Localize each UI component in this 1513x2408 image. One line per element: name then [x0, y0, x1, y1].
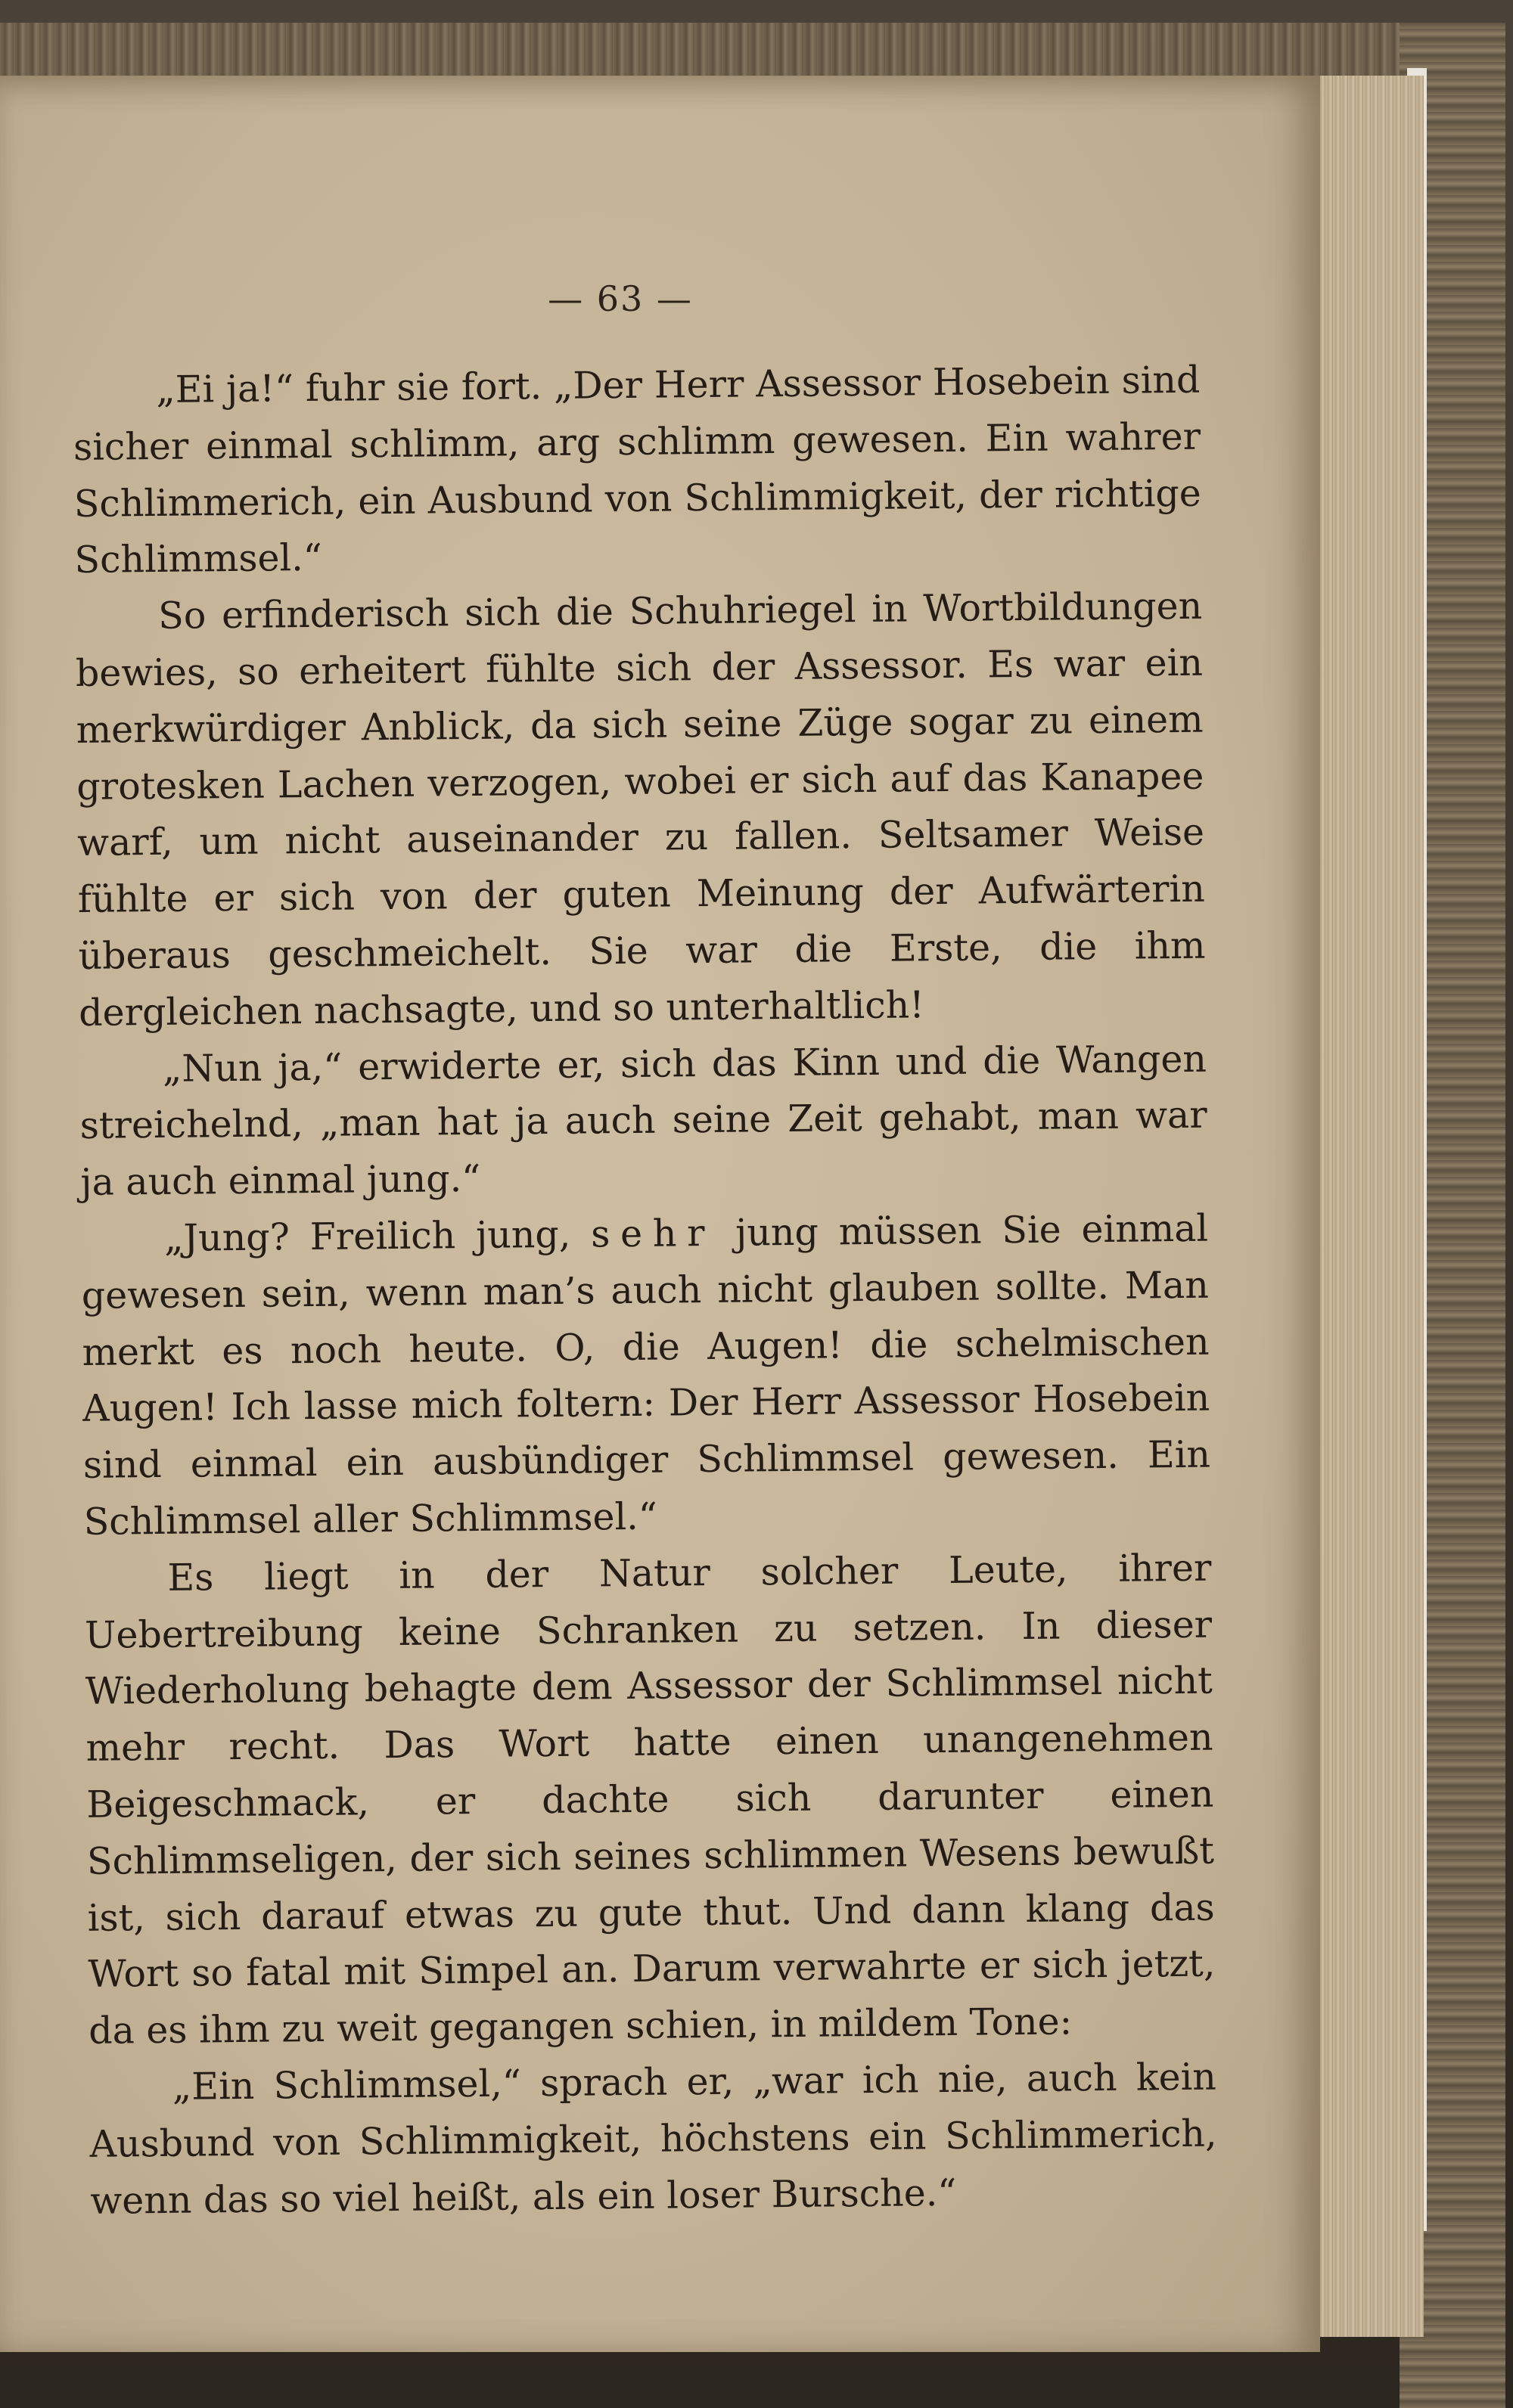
body-text [73, 352, 1218, 2230]
paragraph-2: So erfinderisch sich die Schuhriegel in Wortbildungen bewies, so erheitert fühlte sich der Assessor. Es war ein merkwürdiger Anblick, da sich seine Züge sogar zu einem grotesken Lachen verzogen, wobei er sich auf das Kanapee warf, um nicht auseinander zu fallen. Seltsamer Weise fühlte er sich von der guten Meinung der Aufwärterin überaus geschmeichelt. Sie war die Erste, die ihm dergleichen nachsagte, und so unterhaltlich! [75, 584, 1206, 1035]
emphasized-word: sehr [590, 1211, 716, 1256]
paragraph-6: „Ein Schlimmsel,“ sprach er, „war ich nie, auch kein Ausbund von Schlimmigkeit, höchstens ein Schlimmerich, wenn das so viel heißt, als ein loser Bursche.“ [89, 2055, 1217, 2223]
book-page [0, 76, 1320, 2352]
page-number: — 63 — [548, 278, 693, 319]
paragraph-5: Es liegt in der Natur solcher Leute, ihrer Uebertreibung keine Schranken zu setzen. In dieser Wiederholung behagte dem Assessor der Schlimmsel nicht mehr recht. Das Wort hatte einen unangenehmen Beigeschmack, er dachte sich darunter einen Schlimmseligen, der sich seines schlimmen Wesens bewußt ist, sich darauf etwas zu gute thut. Und dann klang das Wort so fatal mit Simpel an. Darum verwahrte er sich jetzt, da es ihm zu weit gegangen schien, in mildem Tone: [84, 1546, 1216, 2053]
paragraph-4-end: jung müssen Sie einmal gewesen sein, wenn man’s auch nicht glauben sollte. Man merkt es noch heute. O, die Augen! die schelmischen Augen! Ich lasse mich foltern: Der Herr Assessor Hosebein sind einmal ein ausbündiger Schlimmsel gewesen. Ein Schlimmsel aller Schlimmsel.“ [81, 1206, 1211, 1544]
paragraph-3: „Nun ja,“ erwiderte er, sich das Kinn und die Wangen streichelnd, „man hat ja auch seine Zeit gehabt, man war ja auch einmal jung.“ [79, 1037, 1207, 1205]
paragraph-1: „Ei ja!“ fuhr sie fort. „Der Herr Assessor Hosebein sind sicher einmal schlimm, arg schlimm gewesen. Ein wahrer Schlimmerich, ein Ausbund von Schlimmigkeit, der richtige Schlimmsel.“ [73, 358, 1201, 582]
page-stack-edges [1309, 76, 1424, 2337]
paragraph-4 [81, 1201, 1211, 1551]
paragraph-4-start: „Jung? Freilich jung, [163, 1212, 571, 1260]
